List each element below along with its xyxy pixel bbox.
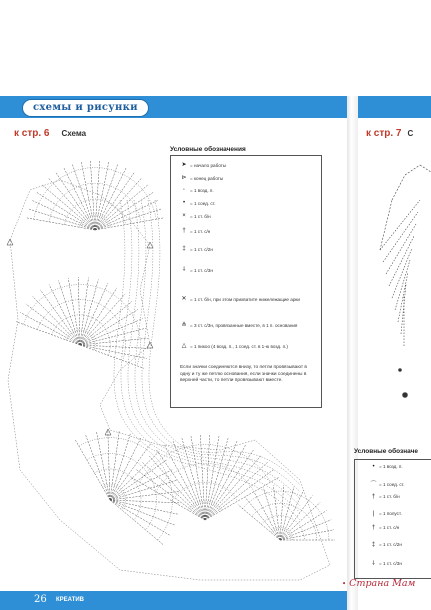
legend-text: = 1 ст. б/н, при этом прихватите нижележащие арки [190, 297, 300, 302]
legend2-symbol-icon: ⌒ [370, 482, 377, 488]
legend-row [178, 247, 213, 253]
legend2-text: = 1 ст. с/н [379, 525, 400, 530]
legend-text: = 1 ст. с/н [190, 229, 211, 234]
legend2-text: = 1 полуст. [379, 511, 402, 516]
legend-text: = 3 ст. с/3н, провязанные вместе, в 1 п. основания [190, 323, 298, 328]
right-diagram-strokes [380, 165, 431, 398]
legend2-row [368, 559, 402, 567]
legend-symbol-icon: ⸸ [182, 267, 186, 274]
legend-symbol-icon: △ [181, 343, 187, 350]
legend2-row [368, 525, 399, 531]
legend2-row [368, 542, 402, 548]
legend-row [178, 297, 308, 303]
legend-text: = 1 ст. б/н [190, 214, 211, 219]
watermark [342, 578, 415, 589]
watermark-text: Страна Мам [349, 578, 416, 589]
legend2-row [368, 494, 400, 500]
legend-title: Условные обозначения [170, 146, 246, 153]
legend2-text: = 1 соед. ст. [379, 482, 405, 487]
legend2-row [368, 464, 403, 470]
footer-band [0, 591, 347, 610]
legend-symbol-icon: ◦ [182, 187, 186, 194]
legend-text: = 1 ст. с/3н [190, 268, 213, 273]
watermark-bullet: • [342, 580, 347, 588]
legend-text: = 1 возд. п. [190, 188, 214, 193]
legend2-title: Условные обозначе [354, 448, 419, 455]
legend-row [178, 344, 308, 350]
right-page-ref: к стр. 7 [366, 128, 402, 139]
legend2-symbol-icon: † [371, 525, 376, 531]
page-number: 26 [34, 594, 47, 605]
legend2-text: = 1 возд. п. [379, 464, 403, 469]
legend-symbol-icon: † [182, 228, 186, 235]
legend-symbol-icon: ⊳ [181, 175, 187, 182]
legend-row [178, 188, 214, 194]
legend-symbol-icon: • [182, 200, 186, 207]
legend2-symbol-icon: ‡ [371, 542, 376, 548]
legend2-symbol-icon: † [371, 494, 376, 500]
left-scheme-label: Схема [61, 129, 87, 138]
legend-text: = начало работы [190, 163, 227, 168]
legend-symbol-icon: ⋔ [181, 322, 187, 329]
right-scheme-label: С [407, 129, 414, 138]
legend-row [178, 176, 223, 182]
legend-symbol-icon: ✕ [181, 296, 187, 303]
legend2-symbol-icon: • [372, 464, 375, 470]
legend2-text: = 1 ст. с/3н [379, 561, 402, 566]
legend-note: Если значки соединяются внизу, то петли провязывают в одну и ту же петлю основания, если значки соединены в верхней части, то петли провязывают вместе. [180, 365, 307, 384]
legend2-row [368, 511, 402, 517]
legend-row [178, 163, 226, 169]
section-label: схемы и рисунки [22, 99, 149, 117]
legend-row [178, 201, 216, 207]
legend-row [178, 268, 213, 274]
legend-row [178, 229, 210, 235]
legend-symbol-icon: ‡ [182, 246, 186, 253]
legend-text: = 1 пикоо (4 возд. п., 1 соед. ст. в 1-ю возд. п.) [190, 344, 288, 349]
legend-text: = конец работы [190, 176, 224, 181]
legend-text: = 1 ст. с/2н [190, 247, 213, 252]
legend2-symbol-icon: ⸸ [372, 561, 375, 567]
legend2-symbol-icon: | [372, 511, 375, 517]
legend-symbol-icon: × [182, 213, 186, 220]
legend-symbol-icon: ➤ [181, 162, 187, 169]
legend-row [178, 323, 308, 329]
left-page-ref: к стр. 6 [14, 128, 50, 139]
legend2-row [368, 479, 405, 488]
legend-row [178, 214, 211, 220]
magazine-name: КРЕАТИВ [56, 597, 85, 603]
legend2-text: = 1 ст. б/н [379, 494, 400, 499]
legend-text: = 1 соед. ст. [190, 201, 216, 206]
legend2-text: = 1 ст. с/2н [379, 542, 402, 547]
